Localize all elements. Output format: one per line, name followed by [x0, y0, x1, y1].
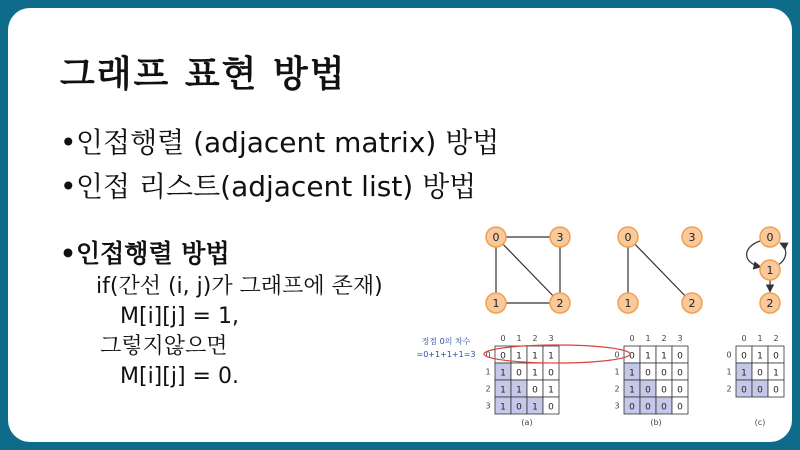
matrix-cell-value: 0: [677, 402, 683, 413]
bullet-dot: •: [60, 126, 77, 159]
section-heading: [60, 236, 383, 272]
bullet-text: 인접 리스트(adjacent list) 방법: [76, 170, 477, 203]
bullet-item: [60, 165, 499, 209]
matrix-cell-value: 1: [516, 385, 522, 396]
matrix-cell-value: 0: [757, 385, 763, 396]
matrix-cell-value: 0: [548, 402, 554, 413]
graph-edge: [628, 237, 692, 303]
matrix-cell-value: 1: [548, 351, 554, 362]
slide: [8, 8, 792, 442]
graph-node-label: 2: [766, 297, 774, 310]
matrix-cell-value: 0: [516, 402, 522, 413]
matrix-cell-value: 1: [661, 351, 667, 362]
bullet-dot: •: [60, 170, 77, 203]
assign-zero-line: M[i][j] = 0.: [120, 364, 239, 389]
directed-edge: [778, 243, 786, 265]
matrix-cell-value: 0: [532, 385, 538, 396]
matrix-cell-value: 0: [629, 402, 635, 413]
graph-node-label: 0: [766, 231, 774, 244]
bullet-text: 인접행렬 (adjacent matrix) 방법: [76, 126, 500, 159]
matrix-cell-value: 1: [757, 351, 763, 362]
matrix-cell-value: 0: [516, 368, 522, 379]
matrix-cell-value: 0: [661, 402, 667, 413]
figure-caption: (c): [754, 418, 766, 427]
matrix-cell-value: 1: [629, 368, 635, 379]
matrix-cell-value: 0: [677, 351, 683, 362]
matrix-row-header: 1: [726, 367, 732, 377]
matrix-cell-value: 0: [757, 368, 763, 379]
directed-edge: [747, 241, 761, 267]
matrix-row-header: 3: [614, 401, 620, 411]
matrix-row-header: 0: [726, 350, 732, 360]
matrix-col-header: 0: [629, 334, 635, 343]
matrix-col-header: 3: [548, 334, 554, 343]
matrix-cell-value: 0: [773, 351, 779, 362]
graph-node-label: 1: [766, 264, 774, 277]
matrix-cell-value: 1: [500, 402, 506, 413]
graph-node-label: 2: [688, 297, 696, 310]
bullet-dot: •: [60, 239, 76, 268]
matrix-cell-value: 0: [645, 385, 651, 396]
matrix-cell-value: 1: [500, 368, 506, 379]
matrix-row-header: 2: [485, 384, 491, 394]
graph-node-label: 1: [624, 297, 632, 310]
matrix-cell-value: 1: [500, 385, 506, 396]
graph-node-label: 2: [556, 297, 564, 310]
assign-one-line: M[i][j] = 1,: [120, 304, 239, 329]
matrix-row-header: 0: [614, 350, 620, 360]
matrix-cell-value: 1: [532, 351, 538, 362]
matrix-cell-value: 0: [677, 385, 683, 396]
matrix-row-header: 2: [614, 384, 620, 394]
figure-caption: (a): [521, 418, 533, 427]
matrix-col-header: 1: [516, 334, 522, 343]
graph-node-label: 0: [492, 231, 500, 244]
matrix-col-header: 0: [741, 334, 747, 343]
matrix-cell-value: 0: [629, 351, 635, 362]
matrix-col-header: 3: [677, 334, 683, 343]
bullet-list: [60, 121, 499, 209]
adjacency-matrix-section: [60, 236, 383, 392]
matrix-row-header: 2: [726, 384, 732, 394]
matrix-cell-value: 0: [773, 385, 779, 396]
matrix-cell-value: 0: [645, 402, 651, 413]
matrix-cell-value: 1: [516, 351, 522, 362]
matrix-cell-value: 0: [661, 385, 667, 396]
graph-node-label: 1: [492, 297, 500, 310]
degree-annotation: 정점 0의 차수: [421, 337, 471, 346]
matrix-cell-value: 0: [677, 368, 683, 379]
matrix-col-header: 0: [500, 334, 506, 343]
matrix-col-header: 2: [532, 334, 538, 343]
matrix-cell-value: 0: [661, 368, 667, 379]
matrix-cell-value: 0: [645, 368, 651, 379]
matrix-col-header: 1: [757, 334, 763, 343]
matrix-cell-value: 0: [548, 368, 554, 379]
figure-caption: (b): [650, 418, 662, 427]
graph-node-label: 3: [688, 231, 696, 244]
matrix-row-header: 0: [485, 350, 491, 360]
matrix-col-header: 2: [773, 334, 779, 343]
matrix-cell-value: 1: [645, 351, 651, 362]
adjacency-figure-svg: [398, 213, 792, 433]
matrix-row-header: 1: [485, 367, 491, 377]
graph-edge: [496, 237, 560, 303]
matrix-col-header: 1: [645, 334, 651, 343]
section-heading-text: 인접행렬 방법: [76, 239, 230, 268]
slide-title: 그래프 표현 방법: [60, 54, 347, 95]
matrix-cell-value: 1: [741, 368, 747, 379]
matrix-col-header: 2: [661, 334, 667, 343]
matrix-cell-value: 1: [629, 385, 635, 396]
matrix-cell-value: 0: [741, 351, 747, 362]
matrix-cell-value: 1: [548, 385, 554, 396]
condition-line: if(간선 (i, j)가 그래프에 존재): [96, 274, 383, 299]
else-line: 그렇지않으면: [100, 334, 228, 359]
graph-node-label: 0: [624, 231, 632, 244]
matrix-cell-value: 0: [500, 351, 506, 362]
matrix-cell-value: 0: [741, 385, 747, 396]
degree-annotation: =0+1+1+1=3: [416, 350, 476, 359]
matrix-row-header: 3: [485, 401, 491, 411]
matrix-row-header: 1: [614, 367, 620, 377]
bullet-item: [60, 121, 499, 165]
matrix-cell-value: 1: [532, 368, 538, 379]
matrix-cell-value: 1: [532, 402, 538, 413]
matrix-cell-value: 1: [773, 368, 779, 379]
adjacency-figure: [398, 213, 792, 433]
graph-node-label: 3: [556, 231, 564, 244]
